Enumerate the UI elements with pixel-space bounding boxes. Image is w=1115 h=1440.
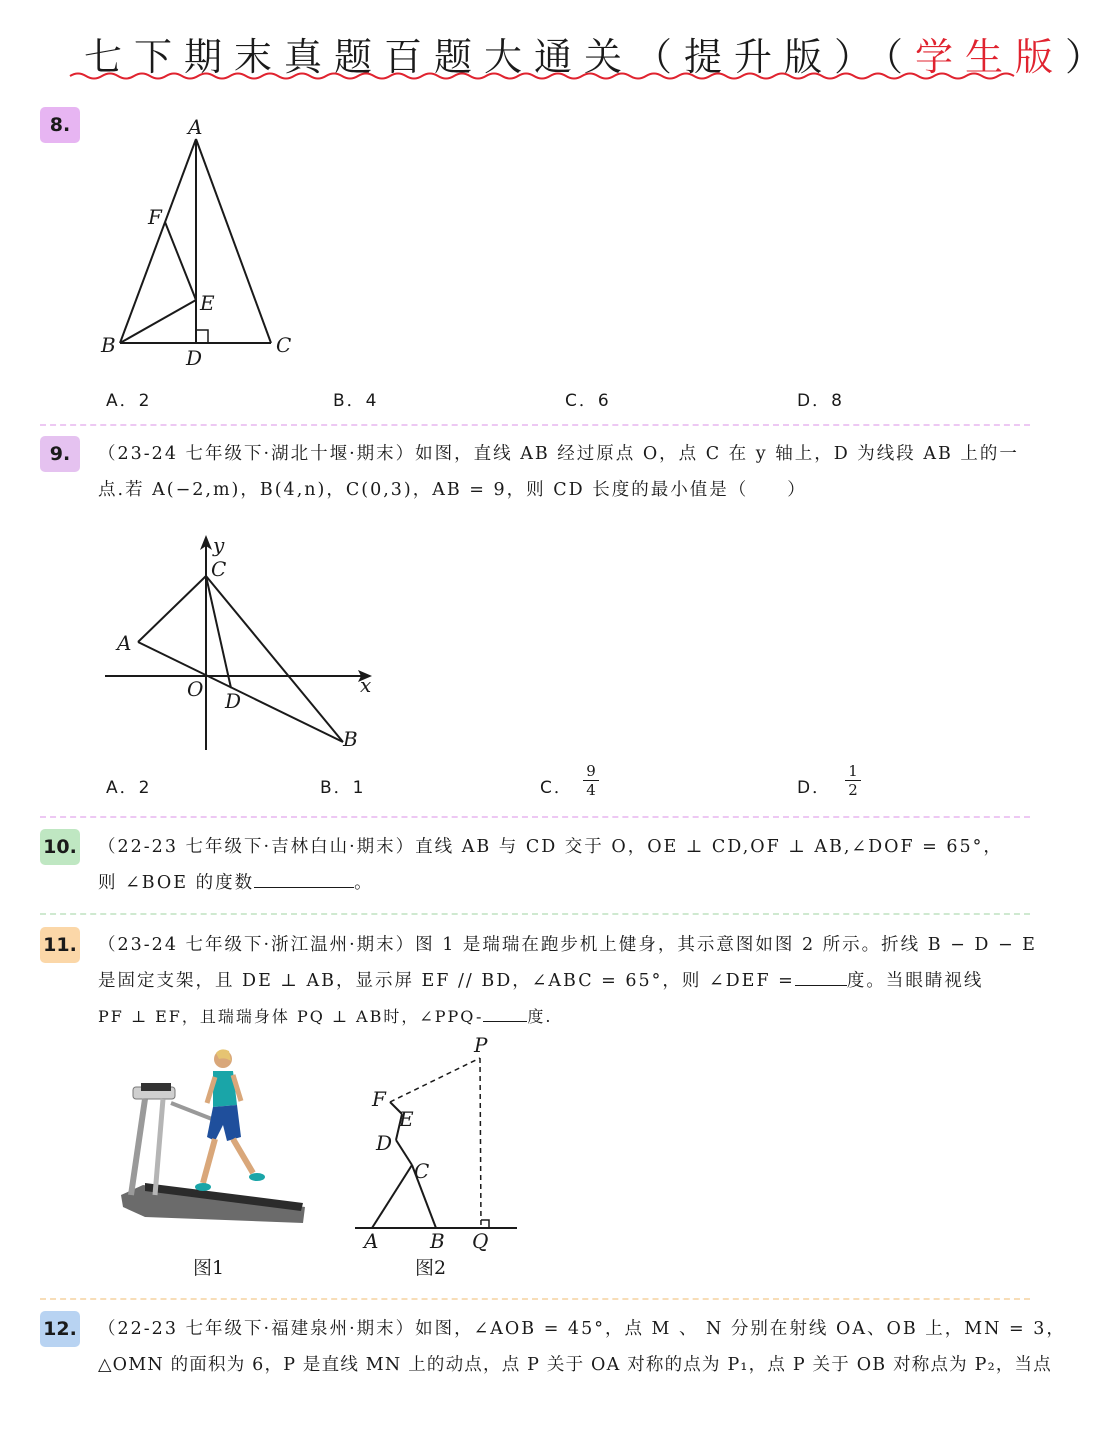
question-number-9: 9. (40, 436, 80, 472)
q10-text-line1: （22-23 七年级下·吉林白山·期末）直线 AB 与 CD 交于 O，OE ⊥ CD,OF ⊥ AB,∠DOF = 65°， (98, 837, 1003, 857)
page-header (0, 18, 1115, 88)
figure1-caption: 图1 (193, 1257, 225, 1279)
label-D: D (376, 1131, 393, 1155)
label-E: E (399, 1107, 414, 1131)
q8-option-b[interactable]: B．4 (333, 391, 379, 411)
question-number-12: 12. (40, 1311, 80, 1347)
label-B: B (343, 727, 358, 751)
q9-text-line2: 点.若 A(−2,m)，B(4,n)，C(0,3)，AB = 9，则 CD 长度的最小值是（ ） (98, 480, 807, 500)
q9-option-b[interactable]: B．1 (320, 778, 366, 798)
page-title: 七下期末真题百题大通关（提升版）（学生版） (84, 35, 1115, 79)
label-B: B (430, 1229, 445, 1253)
q8-option-c[interactable]: C．6 (565, 391, 611, 411)
divider (40, 1298, 1030, 1300)
treadmill-runner-image (115, 1045, 315, 1235)
q9-text-line1: （23-24 七年级下·湖北十堰·期末）如图，直线 AB 经过原点 O，点 C 在 y 轴上，D 为线段 AB 上的一 (98, 444, 1019, 464)
divider (40, 913, 1030, 915)
q9-option-c-fraction: $\frac{9}{4}$ (583, 762, 599, 799)
answer-blank[interactable] (795, 985, 847, 986)
label-C: C (276, 333, 292, 357)
label-Q: Q (472, 1229, 489, 1253)
label-x: x (360, 673, 372, 697)
q11-text-line2: 是固定支架，且 DE ⊥ AB，显示屏 EF // BD，∠ABC = 65°，则 ∠DEF = 度。当眼睛视线 (98, 971, 984, 991)
label-A: A (188, 115, 203, 139)
q9-option-d[interactable]: D． (797, 778, 832, 798)
q9-option-c[interactable]: C． (540, 778, 573, 798)
label-C: C (211, 557, 227, 581)
q8-option-a[interactable]: A．2 (106, 391, 152, 411)
label-B: B (101, 333, 116, 357)
q9-option-d-fraction: $\frac{1}{2}$ (845, 762, 861, 799)
q11-text-line1: （23-24 七年级下·浙江温州·期末）图 1 是瑞瑞在跑步机上健身，其示意图如图 2 所示。折线 B − D − E (98, 935, 1037, 955)
question-number-11: 11. (40, 927, 80, 963)
q12-text-line1: （22-23 七年级下·福建泉州·期末）如图，∠AOB = 45°，点 M 、 N 分别在射线 OA、OB 上，MN = 3， (98, 1319, 1066, 1339)
label-C: C (414, 1159, 430, 1183)
divider (40, 424, 1030, 426)
label-A: A (117, 631, 132, 655)
label-F: F (372, 1087, 386, 1111)
q10-text-line2: 则 ∠BOE 的度数 。 (98, 873, 374, 893)
q8-option-d[interactable]: D．8 (797, 391, 844, 411)
q11-text-line3: PF ⊥ EF，且瑞瑞身体 PQ ⊥ AB时，∠PPQ- 度. (98, 1007, 553, 1026)
q11-schematic-figure (350, 1030, 525, 1253)
title-highlight: 学生版 (915, 35, 1066, 79)
figure2-caption: 图2 (415, 1257, 447, 1279)
q9-coordinate-figure (95, 530, 385, 755)
label-A: A (364, 1229, 379, 1253)
answer-blank[interactable] (254, 887, 354, 888)
label-O: O (187, 677, 204, 701)
label-y: y (213, 533, 225, 557)
label-D: D (225, 689, 242, 713)
label-D: D (186, 346, 203, 370)
title-underline (70, 70, 1015, 82)
answer-blank[interactable] (483, 1021, 527, 1022)
question-number-10: 10. (40, 829, 80, 865)
q8-triangle-figure (95, 112, 305, 372)
divider (40, 816, 1030, 818)
q9-option-a[interactable]: A．2 (106, 778, 152, 798)
label-F: F (148, 205, 162, 229)
label-E: E (200, 291, 215, 315)
label-P: P (474, 1033, 488, 1057)
q12-text-line2: △OMN 的面积为 6，P 是直线 MN 上的动点，点 P 关于 OA 对称的点为 P₁，点 P 关于 OB 对称点为 P₂，当点 (98, 1355, 1052, 1375)
question-number-8: 8. (40, 107, 80, 143)
